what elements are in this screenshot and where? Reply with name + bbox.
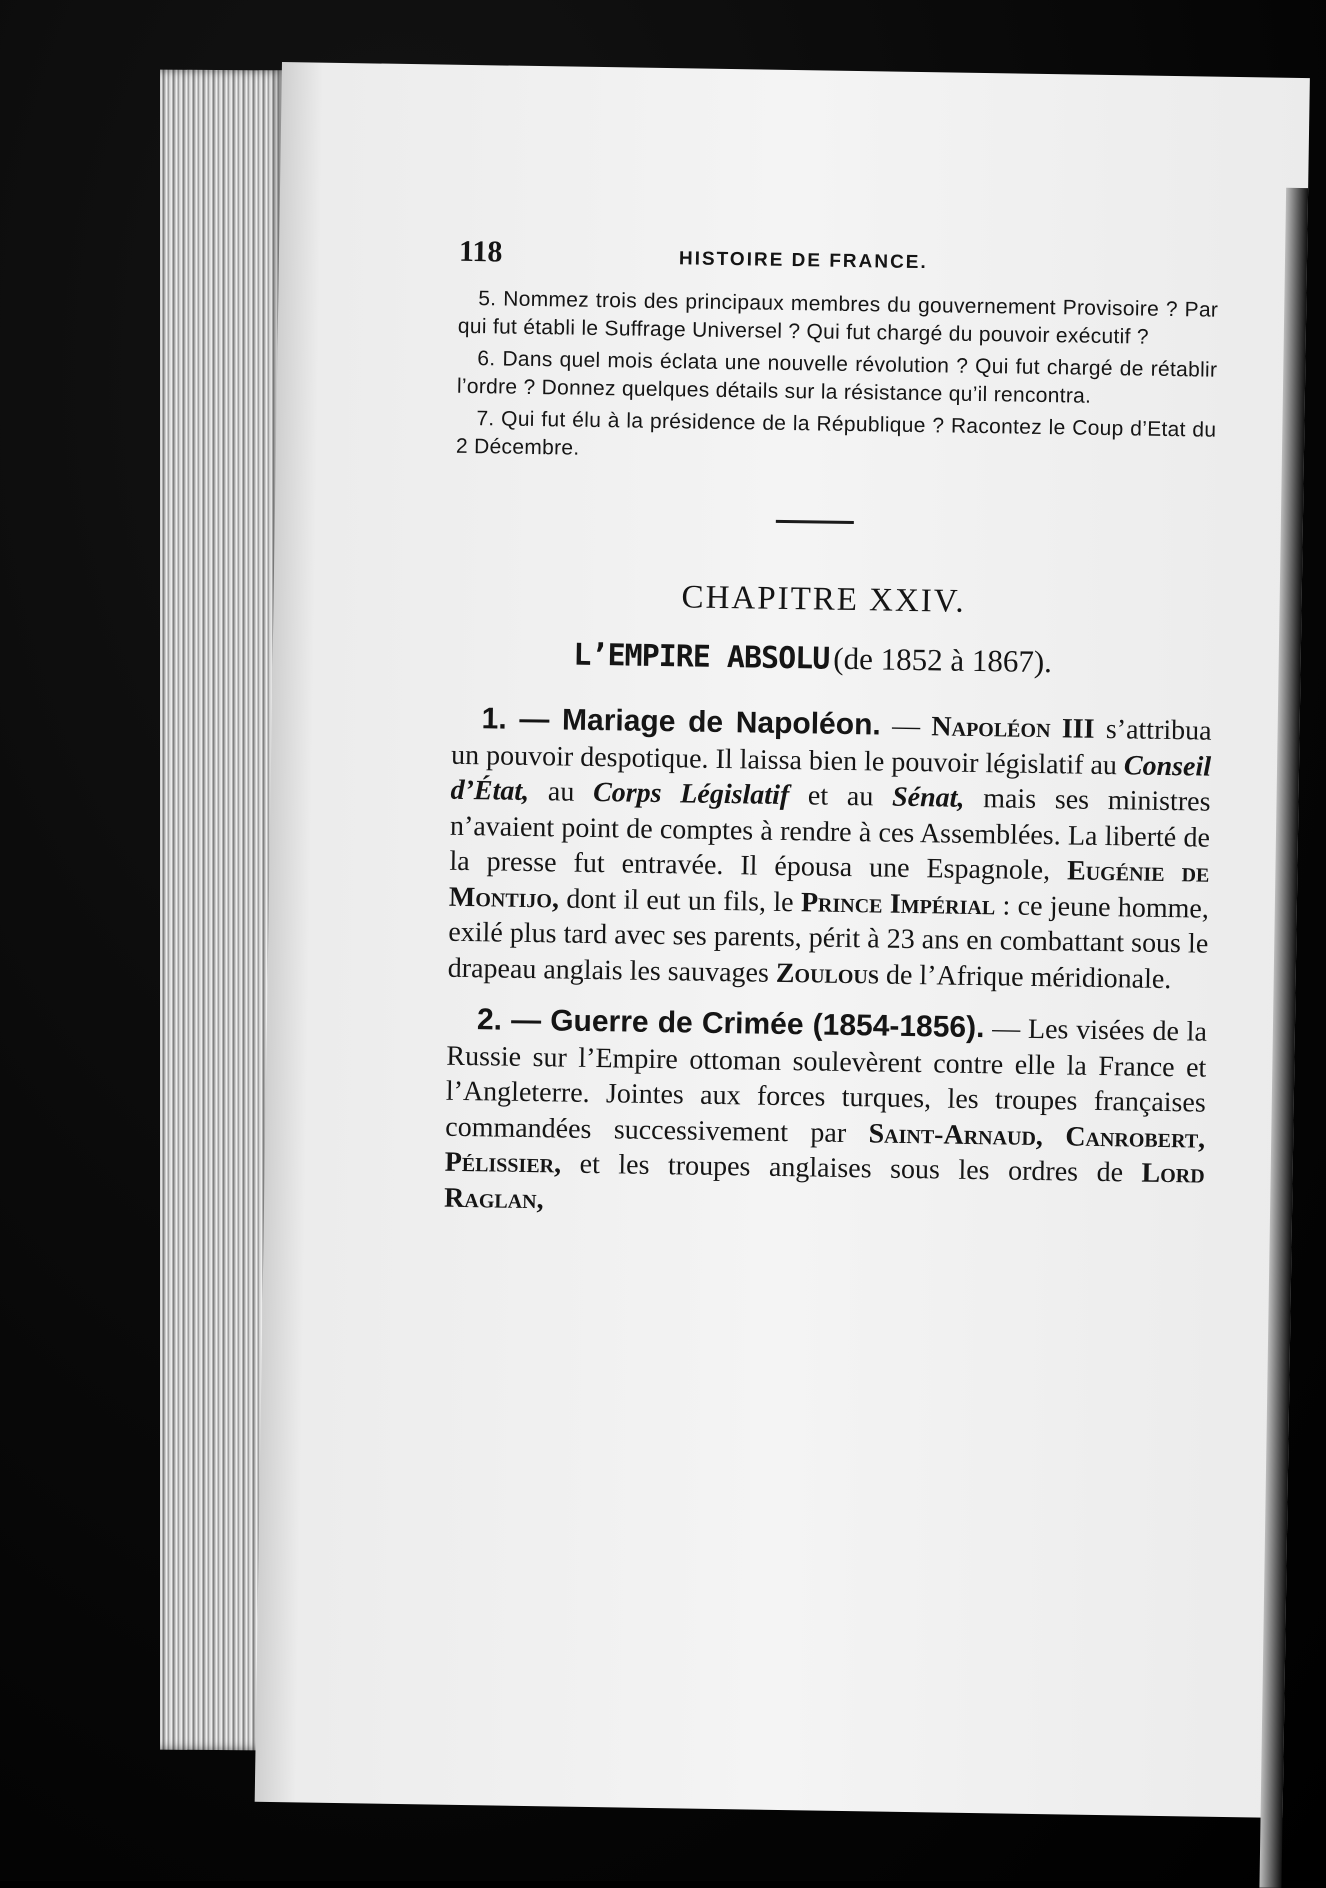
name-napoleon: Napoléon III — [931, 711, 1095, 745]
section-2-text-2: et les troupes anglaises sous les ordres de — [579, 1148, 1124, 1189]
section-2-heading: 2. — Guerre de Crimée (1854-1856). — [476, 1003, 985, 1045]
name-eugenie: Eugénie de Montijo, — [448, 855, 1210, 914]
name-saint-arnaud: Saint-Arnaud, — [868, 1117, 1044, 1152]
review-questions — [456, 285, 1219, 473]
section-divider — [776, 520, 854, 524]
section-1-dash: — — [891, 710, 921, 743]
name-pelissier: Pélissier, — [444, 1146, 562, 1180]
question-5: 5. Nommez trois des principaux membres du gouvernement Provisoire ? Par qui fut établi le Suffrage Universel ? Qui fut chargé du pouvoir exécutif ? — [457, 287, 1219, 349]
name-zoulous: Zoulous — [775, 957, 880, 990]
section-1-text-2: au — [547, 776, 575, 808]
section-1-paragraph — [448, 701, 1212, 998]
section-1-text-6: : ce jeune homme, exilé plus tard avec ses parents, périt à 23 ans en combattant sous le drapeau anglais les sauvages — [447, 889, 1210, 989]
chapter-title-main: L’EMPIRE ABSOLU — [573, 637, 830, 677]
section-2-dash: — — [992, 1013, 1021, 1045]
term-corps-legislatif: Corps Législatif — [592, 776, 790, 812]
book-page — [255, 62, 1310, 1818]
page-number: 118 — [458, 234, 503, 269]
page-content — [444, 235, 1220, 1244]
name-prince-imperial: Prince Impérial — [800, 886, 996, 921]
term-senat: Sénat, — [891, 781, 965, 814]
question-7: 7. Qui fut élu à la présidence de la République ? Racontez le Coup d’Etat du 2 Décembre. — [455, 407, 1217, 460]
chapter-heading: CHAPITRE XXIV. — [681, 579, 966, 620]
chapter-title-dates: (de 1852 à 1867). — [833, 640, 1053, 680]
section-1-heading: 1. — Mariage de Napoléon. — [481, 702, 882, 742]
running-title: HISTOIRE DE FRANCE. — [678, 248, 928, 274]
page-header — [459, 235, 1219, 281]
section-1-text-1: s’attribua un pouvoir despotique. Il laissa bien le pouvoir législatif au — [450, 714, 1212, 781]
name-canrobert: Canrobert, — [1065, 1120, 1206, 1155]
section-2-paragraph — [444, 1002, 1207, 1228]
section-1-text-5: dont il eut un fils, le — [566, 883, 794, 918]
section-2-text-1: Les visées de la Russie sur l’Empire ottoman soulevèrent contre elle la France et l’Angleterre. Jointes aux forces turques, les troupes françaises commandées successivement par — [445, 1013, 1208, 1149]
chapter-title — [432, 634, 1192, 682]
section-1-text-7: de l’Afrique méridionale. — [885, 959, 1172, 995]
section-1-text-4: mais ses ministres n’avaient point de comptes à rendre à ces Assemblées. La liberté de la presse fut entravée. Il épousa une Espagnole, — [449, 783, 1211, 887]
term-conseil-etat: Conseil d’État, — [450, 749, 1212, 807]
section-1-text-3: et au — [807, 780, 874, 813]
question-6: 6. Dans quel mois éclata une nouvelle révolution ? Qui fut chargé de rétablir l’ordre ? Donnez quelques détails sur la résistance qu’il rencontra. — [456, 347, 1218, 408]
name-lord-raglan: Lord Raglan, — [443, 1157, 1205, 1215]
